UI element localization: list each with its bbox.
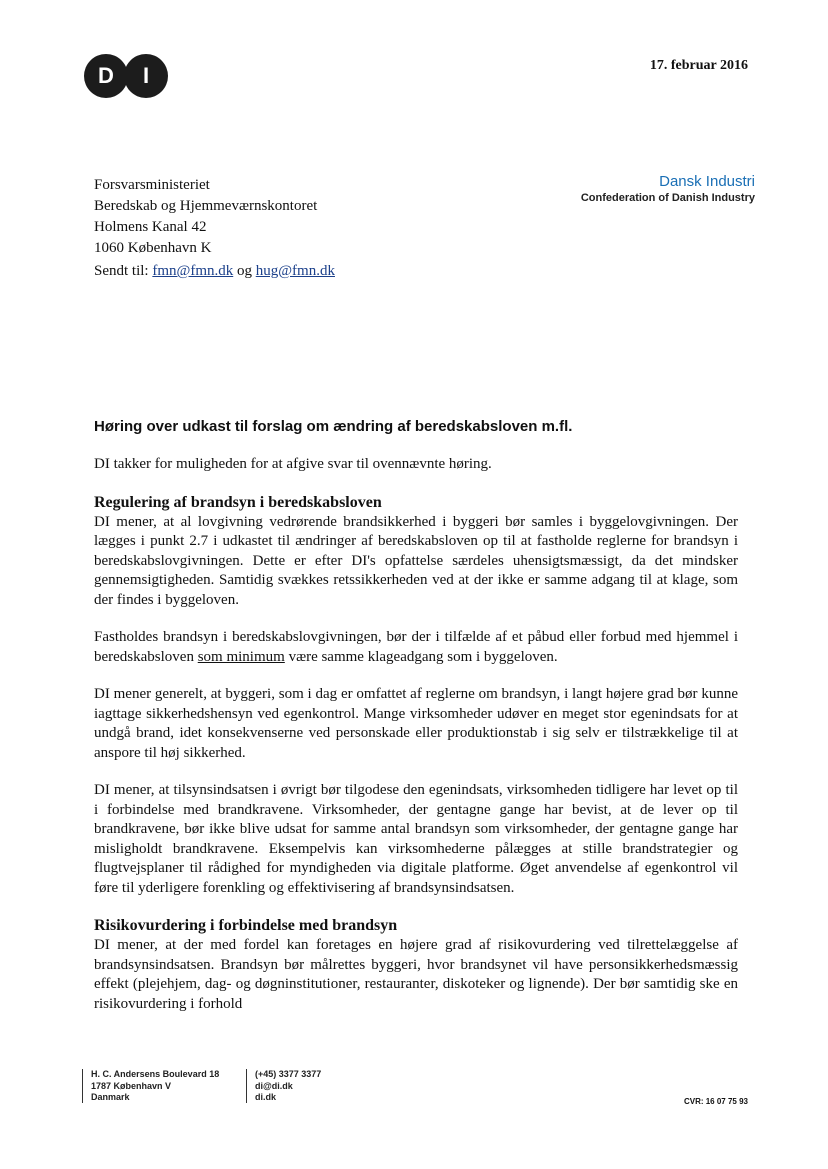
letter-body: [94, 455, 738, 1032]
section-heading: Risikovurdering i forbindelse med brandsyn: [94, 917, 398, 934]
footer-line: Danmark: [91, 1092, 130, 1102]
footer-address: [82, 1069, 219, 1103]
footer-cvr: CVR: 16 07 75 93: [683, 1097, 748, 1106]
brand-subtitle: Confederation of Danish Industry: [580, 192, 755, 204]
logo-letter-d: D: [84, 54, 128, 98]
paragraph-text: Fastholdes brandsyn i beredskabslovgivningen, bør der i tilfælde af et påbud eller forbud med hjemmel i beredskabsloven: [94, 629, 738, 665]
footer-phone: (+45) 3377 3377: [255, 1069, 322, 1079]
recipient-line: Forsvarsministeriet: [94, 177, 210, 193]
brand-name: Dansk Industri: [659, 173, 755, 190]
footer-web: di.dk: [255, 1092, 277, 1102]
sent-to-and: og: [236, 263, 252, 279]
underlined-text: som minimum: [197, 648, 285, 665]
paragraph: DI mener, at tilsynsindsatsen i øvrigt bør tilgodese den egenindsats, virksomheden tidligere har levet op til i forbindelse med brandkravene. Virksomheder, der gentagne gange har bevist, at de lever op til brandkravene, bør ikke blive udsat for samme antal brandsyn som virksomheder, der gentagne gange har misligholdt brandkravene. Eksempelvis kan virksomhederne pålægges at stille brandstrategier og flugtvejsplaner til rådighed for myndigheden via digitale platforme. Øget anvendelse af egenkontrol vil føre til yderligere forenkling og effektivisering af brandsynsindsatsen.: [94, 782, 738, 896]
footer-line: 1787 København V: [91, 1080, 172, 1091]
di-logo: [84, 54, 168, 100]
footer-line: H. C. Andersens Boulevard 18: [91, 1069, 220, 1079]
paragraph: DI mener, at der med fordel kan foretages en højere grad af risikovurdering ved tilrettelæggelse af brandsynsindsatsen. Brandsyn bør målrettes byggeri, hvor brandsynet vil have personsikkerhedsmæssig effekt (plejehjem, dag- og døgninstitutioner, restauranter, diskoteker og lignende). Der bør samtidig ske en risikovurdering i forhold: [94, 937, 738, 1012]
recipient-line: Beredskab og Hjemmeværnskontoret: [94, 198, 318, 214]
footer-contact: [246, 1069, 321, 1103]
letter-date: 17. februar 2016: [649, 58, 748, 73]
footer-email: di@di.dk: [255, 1080, 293, 1091]
sent-to-line: [94, 263, 335, 280]
sent-to-label: Sendt til:: [94, 263, 149, 279]
logo-letter-i: I: [124, 54, 168, 98]
intro-paragraph: DI takker for muligheden for at afgive svar til ovennævnte høring.: [94, 456, 492, 472]
paragraph: DI mener, at al lovgivning vedrørende brandsikkerhed i byggeri bør samles i byggelovgivningen. Der lægges i punkt 2.7 i udkastet til ændringer af beredskabsloven op til at fastholde reglerne for brandsyn i beredskabslovgivningen. Dette er efter DI's opfattelse særdeles uhensigtsmæssigt, da det mindsker gennemsigtigheden. Samtidig svækkes retssikkerheden ved at der ikke er samme adgang til at klage, som der findes i byggeloven.: [94, 513, 738, 608]
brand-block: [581, 172, 755, 205]
paragraph: [94, 628, 738, 667]
email-link-fmn[interactable]: fmn@fmn.dk: [152, 263, 234, 279]
email-link-hug[interactable]: hug@fmn.dk: [255, 263, 335, 279]
paragraph-text: være samme klageadgang som i byggeloven.: [288, 648, 558, 665]
section-heading: Regulering af brandsyn i beredskabsloven: [94, 493, 382, 511]
paragraph: DI mener generelt, at byggeri, som i dag er omfattet af reglerne om brandsyn, i langt højere grad bør kunne iagttage sikkerhedshensyn ved egenkontrol. Mange virksomheder udøver en meget stor egenindsats for at undgå brand, idet konsekvenserne ved personskade eller produktionstab i sig selv er tilstrækkelige til at anspore til høj sikkerhed.: [94, 686, 738, 761]
recipient-line: 1060 København K: [94, 240, 212, 256]
letter-title: Høring over udkast til forslag om ændring af beredskabsloven m.fl.: [94, 418, 573, 435]
recipient-line: Holmens Kanal 42: [94, 219, 207, 235]
recipient-address: [94, 175, 317, 259]
